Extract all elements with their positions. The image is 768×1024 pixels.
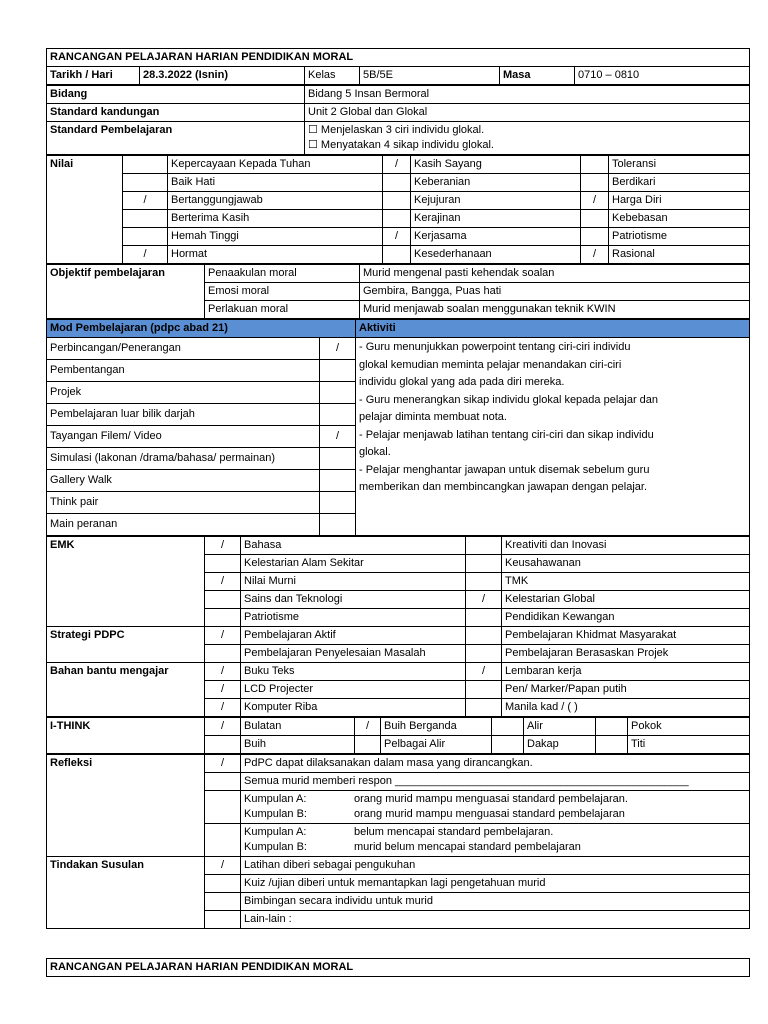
emk-label: EMK <box>47 537 205 627</box>
nilai-value: Kesederhanaan <box>411 246 581 264</box>
refleksi-kumpulan <box>241 791 750 824</box>
bahan-checkmark: / <box>205 681 241 699</box>
ithink-row <box>47 718 750 736</box>
nilai-row <box>47 192 750 210</box>
bahan-item: Komputer Riba <box>241 699 466 717</box>
kumpulan-label: Kumpulan B: <box>244 808 307 820</box>
emk-item: Sains dan Teknologi <box>241 591 466 609</box>
nilai-value: Baik Hati <box>168 174 383 192</box>
ithink-item: Titi <box>628 736 750 754</box>
strategi-item: Pembelajaran Penyelesaian Masalah <box>241 645 466 663</box>
bahan-checkmark <box>466 699 502 717</box>
kumpulan-text: murid belum mencapai standard pembelajaran <box>354 841 581 853</box>
sk-label: Standard kandungan <box>47 104 305 122</box>
tindakan-row <box>47 857 750 875</box>
kumpulan-label: Kumpulan A: <box>244 793 307 805</box>
sk-value: Unit 2 Global dan Glokal <box>305 104 750 122</box>
mod-checkmark: / <box>320 338 356 360</box>
objektif-label: Objektif pembelajaran <box>47 265 205 319</box>
nilai-value: Berterima Kasih <box>168 210 383 228</box>
ithink-item: Buih <box>241 736 355 754</box>
nilai-checkmark <box>581 174 609 192</box>
tindakan-checkmark <box>205 911 241 929</box>
strategi-checkmark <box>205 645 241 663</box>
emk-item: Pendidikan Kewangan <box>502 609 750 627</box>
emk-checkmark: / <box>205 573 241 591</box>
lesson-plan-sheet <box>46 48 750 929</box>
mod-table <box>46 319 750 536</box>
emk-checkmark <box>466 573 502 591</box>
kumpulan-line <box>244 840 746 855</box>
refleksi-table <box>46 754 750 929</box>
ithink-item: Buih Berganda <box>381 718 492 736</box>
nilai-value: Kebebasan <box>609 210 750 228</box>
nilai-row <box>47 228 750 246</box>
mod-checkmark <box>320 492 356 514</box>
emk-item: Bahasa <box>241 537 466 555</box>
objektif-value: Murid mengenal pasti kehendak soalan <box>360 265 750 283</box>
refleksi-item: Semua murid memberi respon ________________________________________________ <box>241 773 750 791</box>
nilai-checkmark <box>383 192 411 210</box>
sp-item: ☐ Menjelaskan 3 ciri individu glokal. <box>308 124 485 136</box>
mod-item: Main peranan <box>47 514 320 536</box>
nilai-checkmark <box>383 246 411 264</box>
nilai-value: Patriotisme <box>609 228 750 246</box>
emk-row <box>47 537 750 555</box>
kumpulan-line <box>244 792 746 807</box>
emk-checkmark <box>205 555 241 573</box>
nilai-checkmark: / <box>383 156 411 174</box>
bahan-checkmark: / <box>466 663 502 681</box>
masa-label: Masa <box>500 67 575 85</box>
ithink-label: I-THINK <box>47 718 205 754</box>
tindakan-item: Kuiz /ujian diberi untuk memantapkan lagi pengetahuan murid <box>241 875 750 893</box>
kelas-value: 5B/5E <box>360 67 500 85</box>
mod-item: Pembelajaran luar bilik darjah <box>47 404 320 426</box>
nilai-row <box>47 156 750 174</box>
refleksi-kumpulan <box>241 824 750 857</box>
nilai-value: Kerajinan <box>411 210 581 228</box>
bahan-item: Buku Teks <box>241 663 466 681</box>
tindakan-item: Bimbingan secara individu untuk murid <box>241 893 750 911</box>
objektif-value: Gembira, Bangga, Puas hati <box>360 283 750 301</box>
mod-item: Perbincangan/Penerangan <box>47 338 320 360</box>
nilai-value: Harga Diri <box>609 192 750 210</box>
aktiviti-line: - Guru menunjukkan powerpoint tentang ciri-ciri individu <box>359 341 631 353</box>
kumpulan-line <box>244 807 746 822</box>
mod-checkmark <box>320 514 356 536</box>
nilai-checkmark <box>581 156 609 174</box>
refleksi-item: PdPC dapat dilaksanakan dalam masa yang dirancangkan. <box>241 755 750 773</box>
nilai-row <box>47 246 750 264</box>
page-title-2: RANCANGAN PELAJARAN HARIAN PENDIDIKAN MORAL <box>47 959 750 977</box>
mod-row <box>47 338 750 360</box>
aktiviti-line: glokal. <box>359 446 391 458</box>
sp-label: Standard Pembelajaran <box>47 122 305 155</box>
mod-item: Tayangan Filem/ Video <box>47 426 320 448</box>
strategi-row <box>47 627 750 645</box>
tarikh-label: Tarikh / Hari <box>47 67 140 85</box>
kumpulan-line <box>244 825 746 840</box>
sp-item: ☐ Menyatakan 4 sikap individu glokal. <box>308 139 494 151</box>
kumpulan-label: Kumpulan B: <box>244 841 307 853</box>
emk-table <box>46 536 750 717</box>
tindakan-checkmark: / <box>205 857 241 875</box>
emk-item: Nilai Murni <box>241 573 466 591</box>
strategi-checkmark: / <box>205 627 241 645</box>
refleksi-checkmark <box>205 824 241 857</box>
nilai-checkmark: / <box>123 246 168 264</box>
emk-item: Kelestarian Global <box>502 591 750 609</box>
objektif-row <box>47 265 750 283</box>
header-table <box>46 48 750 85</box>
ithink-checkmark: / <box>355 718 381 736</box>
kumpulan-text: orang murid mampu menguasai standard pembelajaran <box>354 808 625 820</box>
refleksi-checkmark <box>205 773 241 791</box>
strategi-item: Pembelajaran Aktif <box>241 627 466 645</box>
page-title: RANCANGAN PELAJARAN HARIAN PENDIDIKAN MORAL <box>47 49 750 67</box>
ithink-checkmark: / <box>205 718 241 736</box>
nilai-checkmark: / <box>581 246 609 264</box>
nilai-checkmark <box>383 210 411 228</box>
emk-checkmark <box>466 555 502 573</box>
info-table <box>46 85 750 155</box>
ithink-item: Bulatan <box>241 718 355 736</box>
nilai-checkmark <box>581 228 609 246</box>
mod-item: Gallery Walk <box>47 470 320 492</box>
nilai-checkmark <box>123 174 168 192</box>
nilai-checkmark <box>581 210 609 228</box>
aktiviti-line: glokal kemudian meminta pelajar menandakan ciri-ciri <box>359 358 622 371</box>
ithink-checkmark <box>492 718 524 736</box>
nilai-value: Kerjasama <box>411 228 581 246</box>
sp-items <box>305 122 750 155</box>
mod-checkmark <box>320 470 356 492</box>
bahan-item: LCD Projecter <box>241 681 466 699</box>
refleksi-row <box>47 755 750 773</box>
nilai-checkmark <box>123 156 168 174</box>
objektif-table <box>46 264 750 319</box>
ithink-checkmark <box>596 736 628 754</box>
tarikh-value: 28.3.2022 (Isnin) <box>140 67 305 85</box>
strategi-checkmark <box>466 645 502 663</box>
kumpulan-label: Kumpulan A: <box>244 826 307 838</box>
emk-checkmark <box>205 609 241 627</box>
bahan-checkmark: / <box>205 663 241 681</box>
bahan-label: Bahan bantu mengajar <box>47 663 205 717</box>
mod-checkmark <box>320 382 356 404</box>
emk-checkmark <box>205 591 241 609</box>
nilai-checkmark <box>123 210 168 228</box>
nilai-value: Rasional <box>609 246 750 264</box>
ithink-item: Alir <box>524 718 596 736</box>
bahan-row <box>47 663 750 681</box>
tindakan-checkmark <box>205 893 241 911</box>
objektif-domain: Emosi moral <box>205 283 360 301</box>
emk-checkmark <box>466 537 502 555</box>
bidang-label: Bidang <box>47 86 305 104</box>
bahan-item: Manila kad / ( ) <box>502 699 750 717</box>
nilai-checkmark: / <box>383 228 411 246</box>
mod-item: Projek <box>47 382 320 404</box>
emk-item: Kreativiti dan Inovasi <box>502 537 750 555</box>
emk-item: Keusahawanan <box>502 555 750 573</box>
emk-item: Patriotisme <box>241 609 466 627</box>
refleksi-checkmark <box>205 791 241 824</box>
refleksi-label: Refleksi <box>47 755 205 857</box>
nilai-label: Nilai <box>47 156 123 264</box>
strategi-item: Pembelajaran Berasaskan Projek <box>502 645 750 663</box>
emk-checkmark <box>466 609 502 627</box>
objektif-value: Murid menjawab soalan menggunakan teknik KWIN <box>360 301 750 319</box>
masa-value: 0710 – 0810 <box>575 67 750 85</box>
ithink-checkmark <box>205 736 241 754</box>
ithink-item: Pokok <box>628 718 750 736</box>
nilai-value: Berdikari <box>609 174 750 192</box>
aktiviti-line: memberikan dan membincangkan jawapan dengan pelajar. <box>359 481 648 493</box>
nilai-value: Hemah Tinggi <box>168 228 383 246</box>
emk-item: Kelestarian Alam Sekitar <box>241 555 466 573</box>
nilai-value: Hormat <box>168 246 383 264</box>
nilai-checkmark: / <box>581 192 609 210</box>
strategi-checkmark <box>466 627 502 645</box>
bahan-checkmark <box>466 681 502 699</box>
kelas-label: Kelas <box>305 67 360 85</box>
mod-item: Simulasi (lakonan /drama/bahasa/ permainan) <box>47 448 320 470</box>
kumpulan-text: belum mencapai standard pembelajaran. <box>354 826 554 838</box>
strategi-item: Pembelajaran Khidmat Masyarakat <box>502 627 750 645</box>
mod-checkmark: / <box>320 426 356 448</box>
ithink-checkmark <box>596 718 628 736</box>
kumpulan-text: orang murid mampu menguasai standard pembelajaran. <box>354 793 628 805</box>
mod-checkmark <box>320 448 356 470</box>
tindakan-checkmark <box>205 875 241 893</box>
nilai-value: Toleransi <box>609 156 750 174</box>
objektif-domain: Penaakulan moral <box>205 265 360 283</box>
mod-item: Think pair <box>47 492 320 514</box>
nilai-value: Keberanian <box>411 174 581 192</box>
aktiviti-header: Aktiviti <box>356 320 750 338</box>
nilai-row <box>47 174 750 192</box>
bahan-item: Lembaran kerja <box>502 663 750 681</box>
aktiviti-text <box>356 338 750 536</box>
nilai-checkmark: / <box>123 192 168 210</box>
tindakan-item: Lain-lain : <box>241 911 750 929</box>
ithink-table <box>46 717 750 754</box>
aktiviti-line: - Pelajar menjawab latihan tentang ciri-ciri dan sikap individu <box>359 428 654 441</box>
nilai-row <box>47 210 750 228</box>
strategi-label: Strategi PDPC <box>47 627 205 663</box>
second-sheet <box>46 958 750 977</box>
emk-checkmark: / <box>466 591 502 609</box>
bahan-checkmark: / <box>205 699 241 717</box>
nilai-checkmark <box>123 228 168 246</box>
mod-checkmark <box>320 360 356 382</box>
nilai-table <box>46 155 750 264</box>
nilai-value: Kejujuran <box>411 192 581 210</box>
nilai-value: Bertanggungjawab <box>168 192 383 210</box>
tindakan-item: Latihan diberi sebagai pengukuhan <box>241 857 750 875</box>
mod-checkmark <box>320 404 356 426</box>
refleksi-checkmark: / <box>205 755 241 773</box>
mod-item: Pembentangan <box>47 360 320 382</box>
mod-header: Mod Pembelajaran (pdpc abad 21) <box>47 320 356 338</box>
nilai-checkmark <box>383 174 411 192</box>
emk-checkmark: / <box>205 537 241 555</box>
aktiviti-line: individu glokal yang ada pada diri mereka. <box>359 376 565 388</box>
objektif-domain: Perlakuan moral <box>205 301 360 319</box>
ithink-item: Dakap <box>524 736 596 754</box>
bidang-value: Bidang 5 Insan Bermoral <box>305 86 750 104</box>
aktiviti-line: - Guru menerangkan sikap individu glokal kepada pelajar dan <box>359 393 659 406</box>
ithink-item: Pelbagai Alir <box>381 736 492 754</box>
nilai-value: Kepercayaan Kepada Tuhan <box>168 156 383 174</box>
bahan-item: Pen/ Marker/Papan putih <box>502 681 750 699</box>
aktiviti-line: pelajar diminta membuat nota. <box>359 411 507 423</box>
nilai-value: Kasih Sayang <box>411 156 581 174</box>
ithink-checkmark <box>492 736 524 754</box>
tindakan-label: Tindakan Susulan <box>47 857 205 929</box>
ithink-checkmark <box>355 736 381 754</box>
emk-item: TMK <box>502 573 750 591</box>
aktiviti-line: - Pelajar menghantar jawapan untuk disemak sebelum guru <box>359 463 650 476</box>
